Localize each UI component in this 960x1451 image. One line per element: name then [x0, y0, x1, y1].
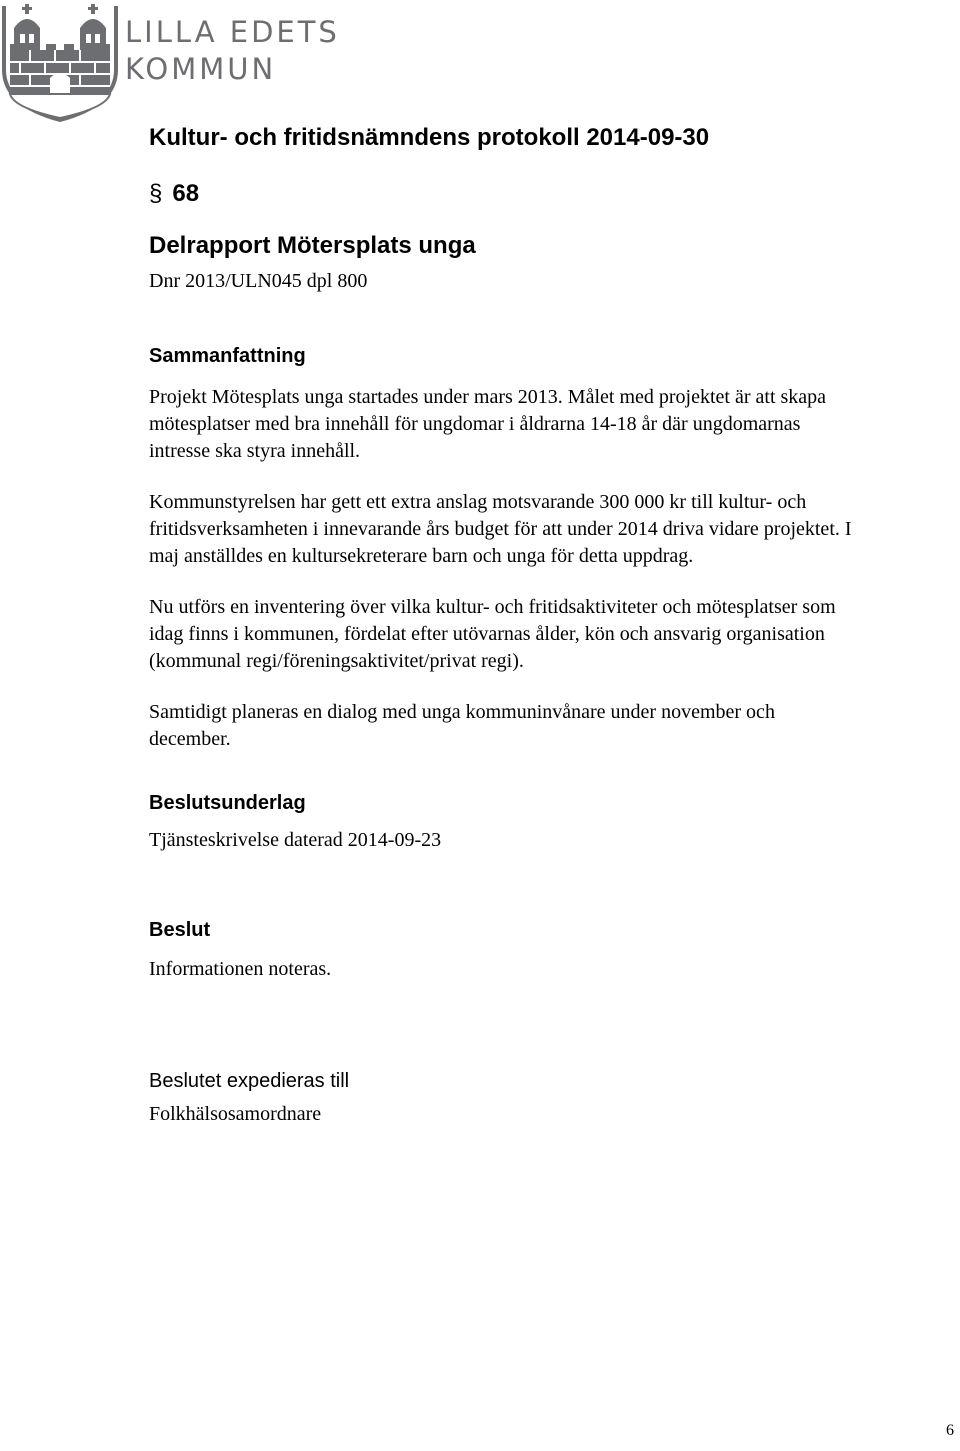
paragraph-number: 68: [172, 180, 200, 207]
logo-line-2: KOMMUN: [125, 52, 277, 86]
text-line: (kommunal regi/föreningsaktivitet/privat regi).: [149, 650, 524, 672]
text-line: Nu utförs en inventering över vilka kultur- och fritidsaktiviteter och mötesplatser som: [149, 596, 836, 618]
municipality-logo: [0, 0, 340, 125]
summary-paragraph-1: [149, 384, 954, 465]
summary-paragraph-2: [149, 489, 954, 570]
summary-paragraph-3: [149, 594, 954, 675]
case-number: Dnr 2013/ULN045 dpl 800: [149, 270, 368, 292]
case-title: Delrapport Mötersplats unga: [149, 232, 476, 259]
summary-paragraph-4: [149, 699, 954, 753]
decision-text: Informationen noteras.: [149, 958, 332, 980]
text-line: Projekt Mötesplats unga startades under mars 2013. Målet med projektet är att skapa: [149, 386, 827, 408]
summary-heading: Sammanfattning: [149, 345, 306, 367]
page-number: 6: [946, 1422, 954, 1439]
text-line: mötesplatser med bra innehåll för ungdomar i åldrarna 14-18 år där ungdomarnas: [149, 413, 801, 435]
text-line: fritidsverksamheten i innevarande års budget för att under 2014 driva vidare projektet. I: [149, 518, 852, 540]
logo-line-1: LILLA EDETS: [125, 15, 340, 49]
protocol-title: Kultur- och fritidsnämndens protokoll 2014-09-30: [149, 124, 710, 151]
decision-heading: Beslut: [149, 919, 211, 941]
text-line: idag finns i kommunen, fördelat efter utövarnas ålder, kön och ansvarig organisation: [149, 623, 825, 645]
crest-icon: [0, 0, 120, 122]
paragraph-symbol: §: [149, 180, 163, 207]
text-line: december.: [149, 728, 231, 750]
dispatch-text: Folkhälsosamordnare: [149, 1103, 322, 1125]
basis-text: Tjänsteskrivelse daterad 2014-09-23: [149, 829, 442, 851]
logo-wordmark: [125, 14, 340, 88]
dispatch-heading: Beslutet expedieras till: [149, 1070, 350, 1092]
paragraph-heading: [149, 180, 199, 208]
text-line: intresse ska styra innehåll.: [149, 440, 361, 462]
text-line: Kommunstyrelsen har gett ett extra anslag motsvarande 300 000 kr till kultur- och: [149, 491, 807, 513]
basis-heading: Beslutsunderlag: [149, 792, 306, 814]
text-line: Samtidigt planeras en dialog med unga kommuninvånare under november och: [149, 701, 775, 723]
text-line: maj anställdes en kultursekreterare barn och unga för detta uppdrag.: [149, 545, 694, 567]
